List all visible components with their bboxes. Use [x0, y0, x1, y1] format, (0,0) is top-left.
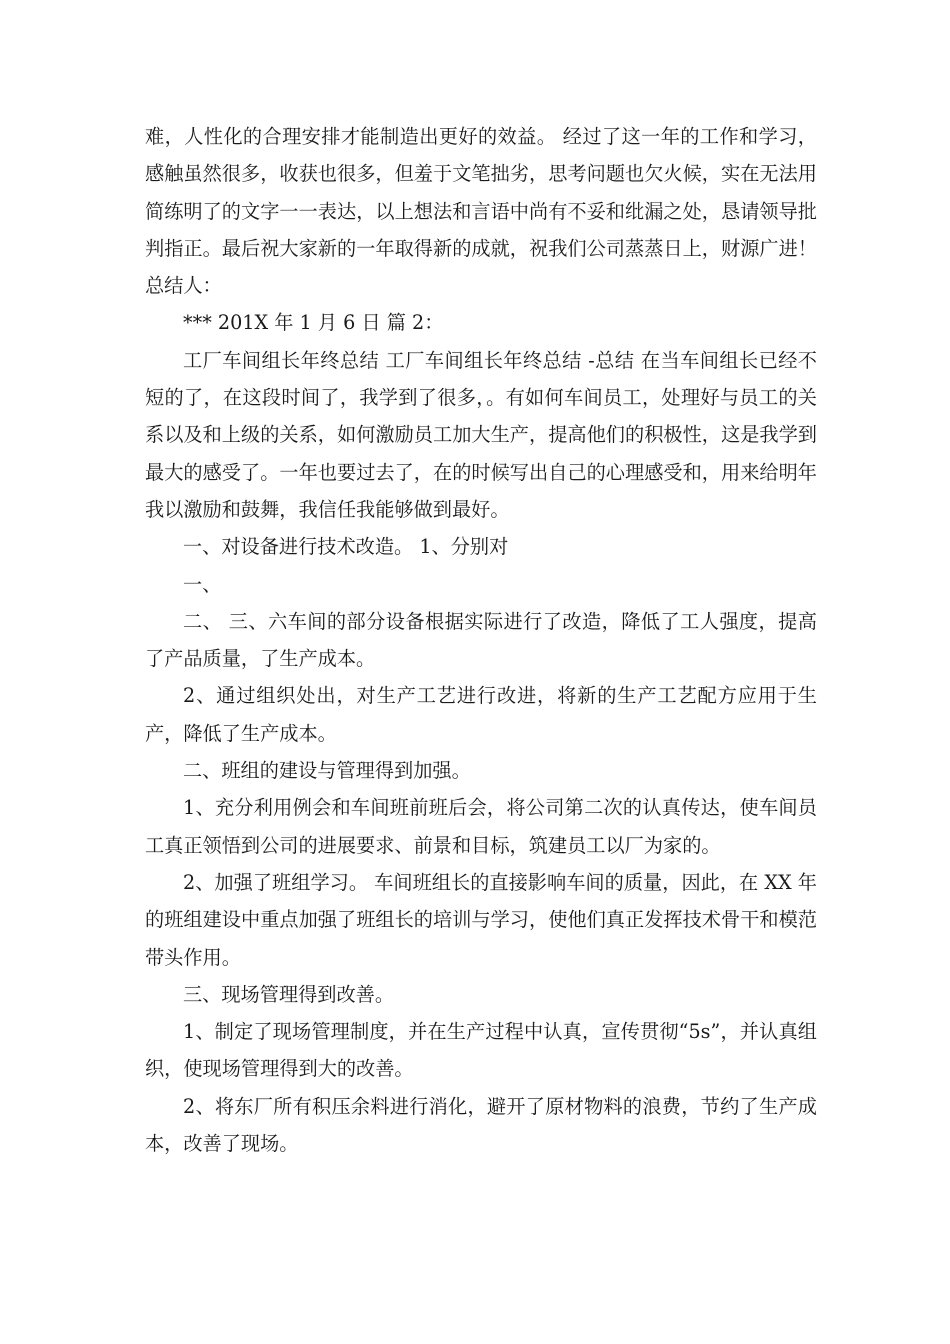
paragraph-list-marker: 一、	[183, 572, 222, 596]
paragraph-site-rules: 1、制定了现场管理制度，并在生产过程中认真，宣传贯彻“5s”，并认真组织，使现场管理得到大的改善。	[145, 1020, 817, 1081]
paragraph-team-study: 2、加强了班组学习。 车间班组长的直接影响车间的质量，因此，在 XX 年的班组建设中重点加强了班组长的培训与学习，使他们真正发挥技术骨干和模范带头作用。	[145, 870, 817, 969]
paragraph-closing-remarks: 难，人性化的合理安排才能制造出更好的效益。 经过了这一年的工作和学习，感触虽然很多，收获也很多，但羞于文笔拙劣，思考问题也欠火候，实在无法用简练明了的文字一一表达，以上想法和言语中尚有不妥和纰漏之处，恳请领导批判指正。最后祝大家新的一年取得新的成就，祝我们公司蒸蒸日上，财源广进！ 总结人：	[145, 125, 817, 298]
paragraph-meetings: 1、充分利用例会和车间班前班后会，将公司第二次的认真传达，使车间员工真正领悟到公司的进展要求、前景和目标，筑建员工以厂为家的。	[145, 796, 817, 857]
document-body	[145, 118, 817, 1162]
paragraph-intro: 工厂车间组长年终总结 工厂车间组长年终总结 -总结 在当车间组长已经不短的了，在这段时间了，我学到了很多，。有如何车间员工，处理好与员工的关系以及和上级的关系，如何激励员工加大生产，提高他们的积极性，这是我学到最大的感受了。一年也要过去了，在的时候写出自己的心理感受和，用来给明年我以激励和鼓舞，我信任我能够做到最好。	[145, 348, 817, 521]
paragraph-process-improvement: 2、通过组织处出，对生产工艺进行改进，将新的生产工艺配方应用于生产，降低了生产成本。	[145, 684, 817, 745]
heading-team-building: 二、班组的建设与管理得到加强。	[183, 759, 471, 783]
heading-equipment-upgrade: 一、对设备进行技术改造。 1、分别对	[183, 535, 509, 559]
paragraph-surplus-materials: 2、将东厂所有积压余料进行消化，避开了原材物料的浪费，节约了生产成本，改善了现场。	[145, 1094, 817, 1156]
heading-site-management: 三、现场管理得到改善。	[183, 982, 395, 1006]
paragraph-workshop-upgrade: 二、 三、六车间的部分设备根据实际进行了改造，降低了工人强度，提高了产品质量，了生产成本。	[145, 609, 817, 671]
paragraph-date-line: *** 201X 年 1 月 6 日 篇 2：	[183, 311, 444, 335]
